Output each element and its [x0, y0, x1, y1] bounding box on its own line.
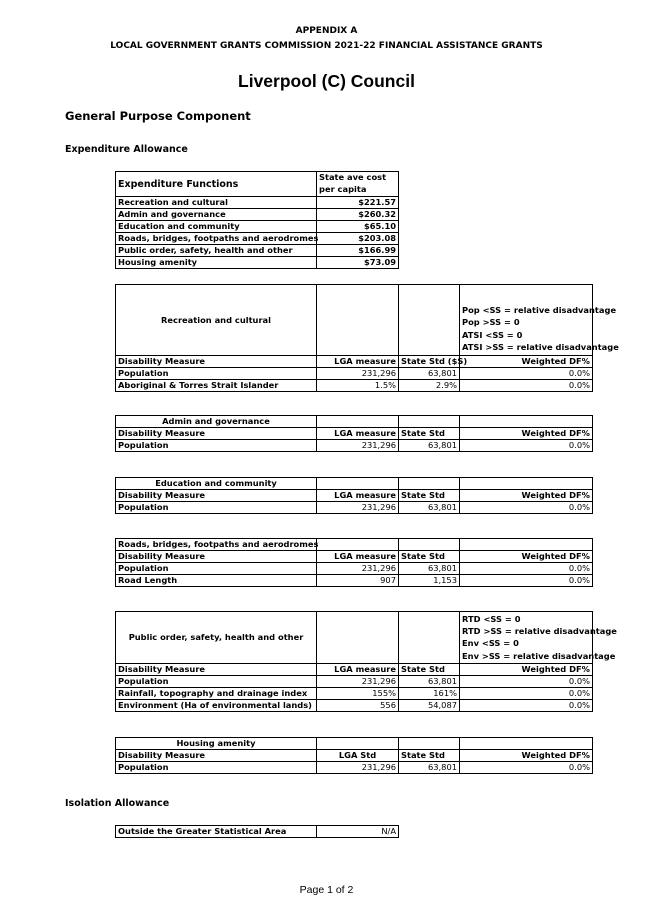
table-title: Education and community	[116, 478, 317, 490]
column-header-state: State Std	[399, 551, 460, 563]
measure-name: Environment (Ha of environmental lands)	[116, 700, 317, 712]
function-name: Admin and governance	[116, 209, 317, 221]
column-header-lga: LGA measure	[317, 551, 399, 563]
measure-name: Population	[116, 368, 317, 380]
column-header-df: Weighted DF%	[460, 490, 593, 502]
column-header-measure: Disability Measure	[116, 551, 317, 563]
function-name: Housing amenity	[116, 257, 317, 269]
disadvantage-notes	[460, 285, 619, 356]
lga-value: 231,296	[317, 676, 399, 688]
state-value: 2.9%	[399, 380, 460, 392]
isolation-value: N/A	[317, 826, 399, 838]
column-header-functions: Expenditure Functions	[116, 172, 317, 197]
column-header-lga: LGA measure	[317, 490, 399, 502]
page-number: Page 1 of 2	[299, 884, 354, 896]
df-value: 0.0%	[460, 676, 593, 688]
function-name: Public order, safety, health and other	[116, 245, 317, 257]
table-row	[116, 676, 593, 688]
function-name: Education and community	[116, 221, 317, 233]
table-title-row	[116, 738, 593, 750]
lga-value: 231,296	[317, 368, 399, 380]
expenditure-functions-table	[115, 171, 399, 269]
state-value: 63,801	[399, 676, 460, 688]
column-header-cost: State ave cost per capita	[317, 172, 399, 197]
state-value: 63,801	[399, 368, 460, 380]
state-value: 63,801	[399, 762, 460, 774]
column-header-lga: LGA Std	[317, 750, 399, 762]
column-header-state: State Std	[399, 428, 460, 440]
df-value: 0.0%	[460, 575, 593, 587]
lga-value: 1.5%	[317, 380, 399, 392]
table-title: Public order, safety, health and other	[116, 612, 317, 664]
table-row	[116, 826, 399, 838]
table-title: Housing amenity	[116, 738, 317, 750]
table-header-row	[116, 664, 593, 676]
function-cost: $221.57	[317, 197, 399, 209]
table-row	[116, 257, 399, 269]
table-row	[116, 197, 399, 209]
function-cost: $260.32	[317, 209, 399, 221]
table-header-row	[116, 750, 593, 762]
df-value: 0.0%	[460, 563, 593, 575]
function-name: Roads, bridges, footpaths and aerodromes	[116, 233, 317, 245]
disadvantage-notes	[460, 612, 617, 664]
table-header-row	[116, 551, 593, 563]
table-title-row	[116, 612, 593, 664]
table-header-row	[116, 172, 399, 197]
table-row	[116, 209, 399, 221]
df-value: 0.0%	[460, 368, 593, 380]
function-name: Recreation and cultural	[116, 197, 317, 209]
note-line: ATSI <SS = 0	[462, 329, 523, 340]
note-line: RTD <SS = 0	[462, 614, 521, 624]
function-cost: $65.10	[317, 221, 399, 233]
state-value: 63,801	[399, 563, 460, 575]
report-subtitle: LOCAL GOVERNMENT GRANTS COMMISSION 2021-22 FINANCIAL ASSISTANCE GRANTS	[110, 41, 543, 51]
table-row	[116, 221, 399, 233]
measure-name: Population	[116, 440, 317, 452]
table-title-row	[116, 539, 593, 551]
state-value: 1,153	[399, 575, 460, 587]
isolation-label: Outside the Greater Statistical Area	[116, 826, 317, 838]
public-order-table	[115, 611, 617, 712]
measure-name: Population	[116, 676, 317, 688]
recreation-cultural-table	[115, 284, 619, 392]
table-row	[116, 440, 593, 452]
function-cost: $166.99	[317, 245, 399, 257]
roads-bridges-table	[115, 538, 593, 587]
lga-value: 231,296	[317, 563, 399, 575]
column-header-df: Weighted DF%	[460, 551, 593, 563]
column-header-state: State Std	[399, 490, 460, 502]
measure-name: Rainfall, topography and drainage index	[116, 688, 317, 700]
table-title: Roads, bridges, footpaths and aerodromes	[116, 539, 317, 551]
state-value: 63,801	[399, 502, 460, 514]
table-row	[116, 688, 593, 700]
appendix-heading: APPENDIX A	[295, 26, 358, 36]
table-row	[116, 368, 593, 380]
section-general-purpose: General Purpose Component	[65, 109, 251, 123]
table-title: Admin and governance	[116, 416, 317, 428]
column-header-lga: LGA measure	[317, 428, 399, 440]
column-header-df: Weighted DF%	[460, 356, 593, 368]
measure-name: Population	[116, 762, 317, 774]
measure-name: Population	[116, 563, 317, 575]
state-value: 54,087	[399, 700, 460, 712]
measure-name: Population	[116, 502, 317, 514]
column-header-measure: Disability Measure	[116, 356, 317, 368]
column-header-state: State Std	[399, 664, 460, 676]
column-header-lga: LGA measure	[317, 664, 399, 676]
measure-name: Aboriginal & Torres Strait Islander	[116, 380, 317, 392]
table-row	[116, 700, 593, 712]
measure-name: Road Length	[116, 575, 317, 587]
note-line: Env <SS = 0	[462, 638, 519, 649]
df-value: 0.0%	[460, 688, 593, 700]
column-header-df: Weighted DF%	[460, 750, 593, 762]
table-title: Recreation and cultural	[116, 285, 317, 356]
table-row	[116, 245, 399, 257]
note-line: Env >SS = relative disadvantage	[462, 650, 616, 661]
table-header-row	[116, 428, 593, 440]
df-value: 0.0%	[460, 502, 593, 514]
df-value: 0.0%	[460, 762, 593, 774]
admin-governance-table	[115, 415, 593, 452]
note-line: ATSI >SS = relative disadvantage	[462, 341, 619, 352]
table-row	[116, 762, 593, 774]
page-title: Liverpool (C) Council	[238, 71, 415, 91]
table-title-row	[116, 285, 593, 356]
table-row	[116, 380, 593, 392]
table-title-row	[116, 478, 593, 490]
lga-value: 231,296	[317, 762, 399, 774]
table-row	[116, 563, 593, 575]
table-header-row	[116, 356, 593, 368]
column-header-state: State Std	[399, 750, 460, 762]
section-expenditure-allowance: Expenditure Allowance	[65, 144, 188, 155]
isolation-table	[115, 825, 399, 838]
section-isolation-allowance: Isolation Allowance	[65, 798, 170, 809]
function-cost: $73.09	[317, 257, 399, 269]
state-value: 161%	[399, 688, 460, 700]
note-line: Pop >SS = 0	[462, 317, 520, 328]
state-value: 63,801	[399, 440, 460, 452]
column-header-df: Weighted DF%	[460, 428, 593, 440]
lga-value: 556	[317, 700, 399, 712]
column-header-state: State Std ($S)	[399, 356, 460, 368]
df-value: 0.0%	[460, 380, 593, 392]
function-cost: $203.08	[317, 233, 399, 245]
column-header-measure: Disability Measure	[116, 490, 317, 502]
education-community-table	[115, 477, 593, 514]
column-header-df: Weighted DF%	[460, 664, 593, 676]
note-line: RTD >SS = relative disadvantage	[462, 626, 617, 637]
table-row	[116, 502, 593, 514]
table-header-row	[116, 490, 593, 502]
lga-value: 231,296	[317, 502, 399, 514]
note-line: Pop <SS = relative disadvantage	[462, 305, 617, 316]
df-value: 0.0%	[460, 700, 593, 712]
table-row	[116, 575, 593, 587]
table-title-row	[116, 416, 593, 428]
column-header-measure: Disability Measure	[116, 750, 317, 762]
column-header-lga: LGA measure	[317, 356, 399, 368]
lga-value: 907	[317, 575, 399, 587]
lga-value: 231,296	[317, 440, 399, 452]
table-row	[116, 233, 399, 245]
column-header-measure: Disability Measure	[116, 428, 317, 440]
lga-value: 155%	[317, 688, 399, 700]
housing-amenity-table	[115, 737, 593, 774]
df-value: 0.0%	[460, 440, 593, 452]
column-header-measure: Disability Measure	[116, 664, 317, 676]
